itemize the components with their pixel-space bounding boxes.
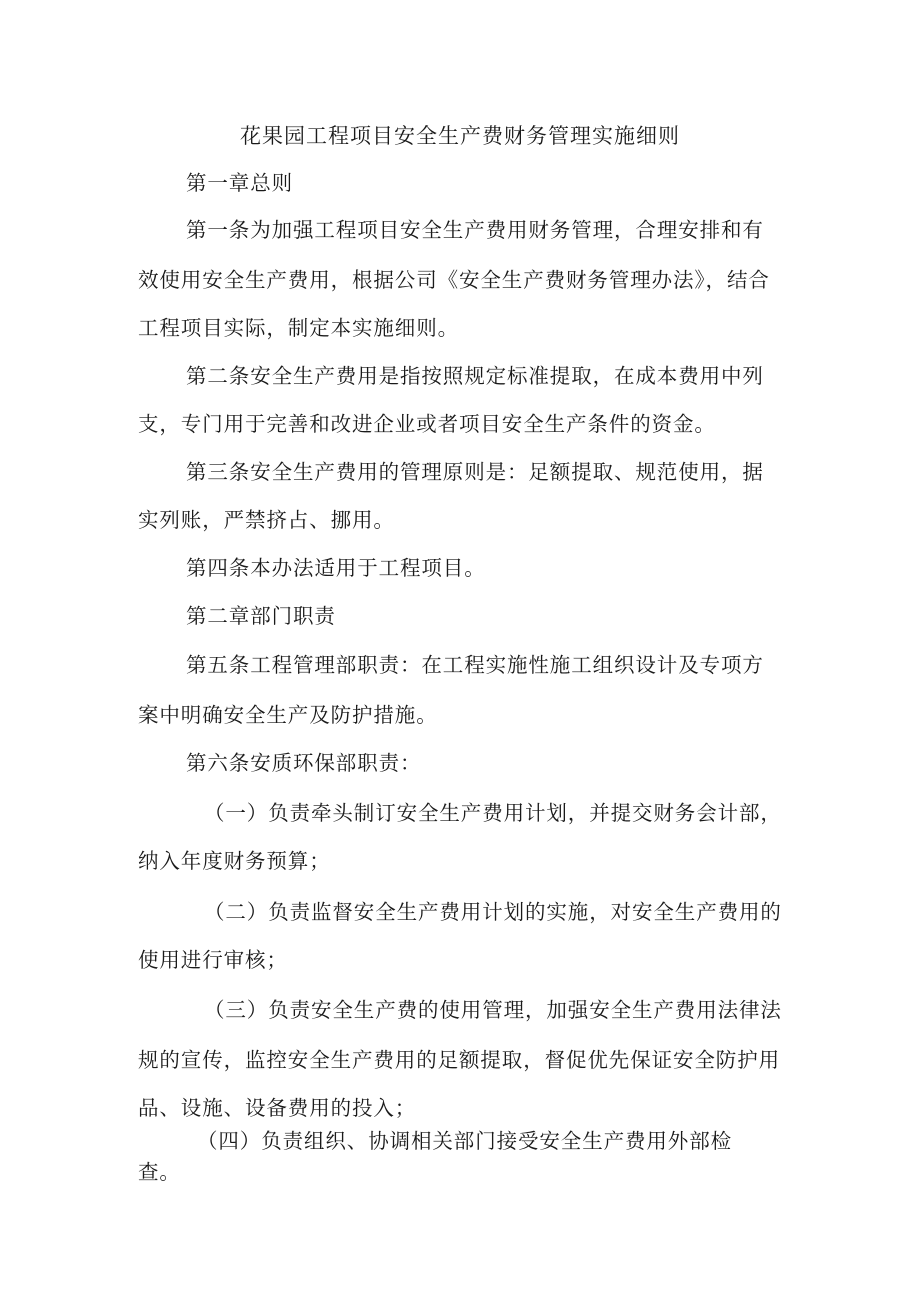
article-3-line-1: 第三条安全生产费用的管理原则是：足额提取、规范使用，据 (186, 460, 764, 484)
document-title: 花果园工程项目安全生产费财务管理实施细则 (240, 124, 680, 148)
article-5-line-2: 案中明确安全生产及防护措施。 (138, 703, 438, 727)
article-2-line-1: 第二条安全生产费用是指按照规定标准提取，在成本费用中列 (186, 364, 764, 388)
chapter-heading-1: 第一章总则 (186, 171, 293, 195)
article-1-line-3: 工程项目实际，制定本实施细则。 (138, 316, 459, 340)
article-6-heading: 第六条安质环保部职责： (186, 751, 422, 775)
clause-4-line-1: （四）负责组织、协调相关部门接受安全生产费用外部检 (197, 1129, 732, 1153)
clause-3-line-3: 品、设施、设备费用的投入； (138, 1096, 417, 1120)
article-4: 第四条本办法适用于工程项目。 (186, 556, 486, 580)
clause-2-line-2: 使用进行审核； (138, 948, 288, 972)
article-2-line-2: 支，专门用于完善和改进企业或者项目安全生产条件的资金。 (138, 412, 716, 436)
article-5-line-1: 第五条工程管理部职责：在工程实施性施工组织设计及专项方 (186, 653, 764, 677)
clause-1-line-2: 纳入年度财务预算； (138, 849, 331, 873)
article-3-line-2: 实列账，严禁挤占、挪用。 (138, 508, 395, 532)
clause-4-line-2: 查。 (138, 1160, 181, 1184)
article-1-line-2: 效使用安全生产费用，根据公司《安全生产费财务管理办法》，结合 (138, 268, 770, 292)
clause-3-line-2: 规的宣传，监控安全生产费用的足额提取，督促优先保证安全防护用 (138, 1048, 780, 1072)
article-1-line-1: 第一条为加强工程项目安全生产费用财务管理，合理安排和有 (186, 218, 764, 242)
clause-1-line-1: （一）负责牵头制订安全生产费用计划，并提交财务会计部， (204, 801, 782, 825)
chapter-heading-2: 第二章部门职责 (186, 604, 336, 628)
clause-2-line-1: （二）负责监督安全生产费用计划的实施，对安全生产费用的 (204, 900, 782, 924)
clause-3-line-1: （三）负责安全生产费的使用管理，加强安全生产费用法律法 (204, 998, 782, 1022)
